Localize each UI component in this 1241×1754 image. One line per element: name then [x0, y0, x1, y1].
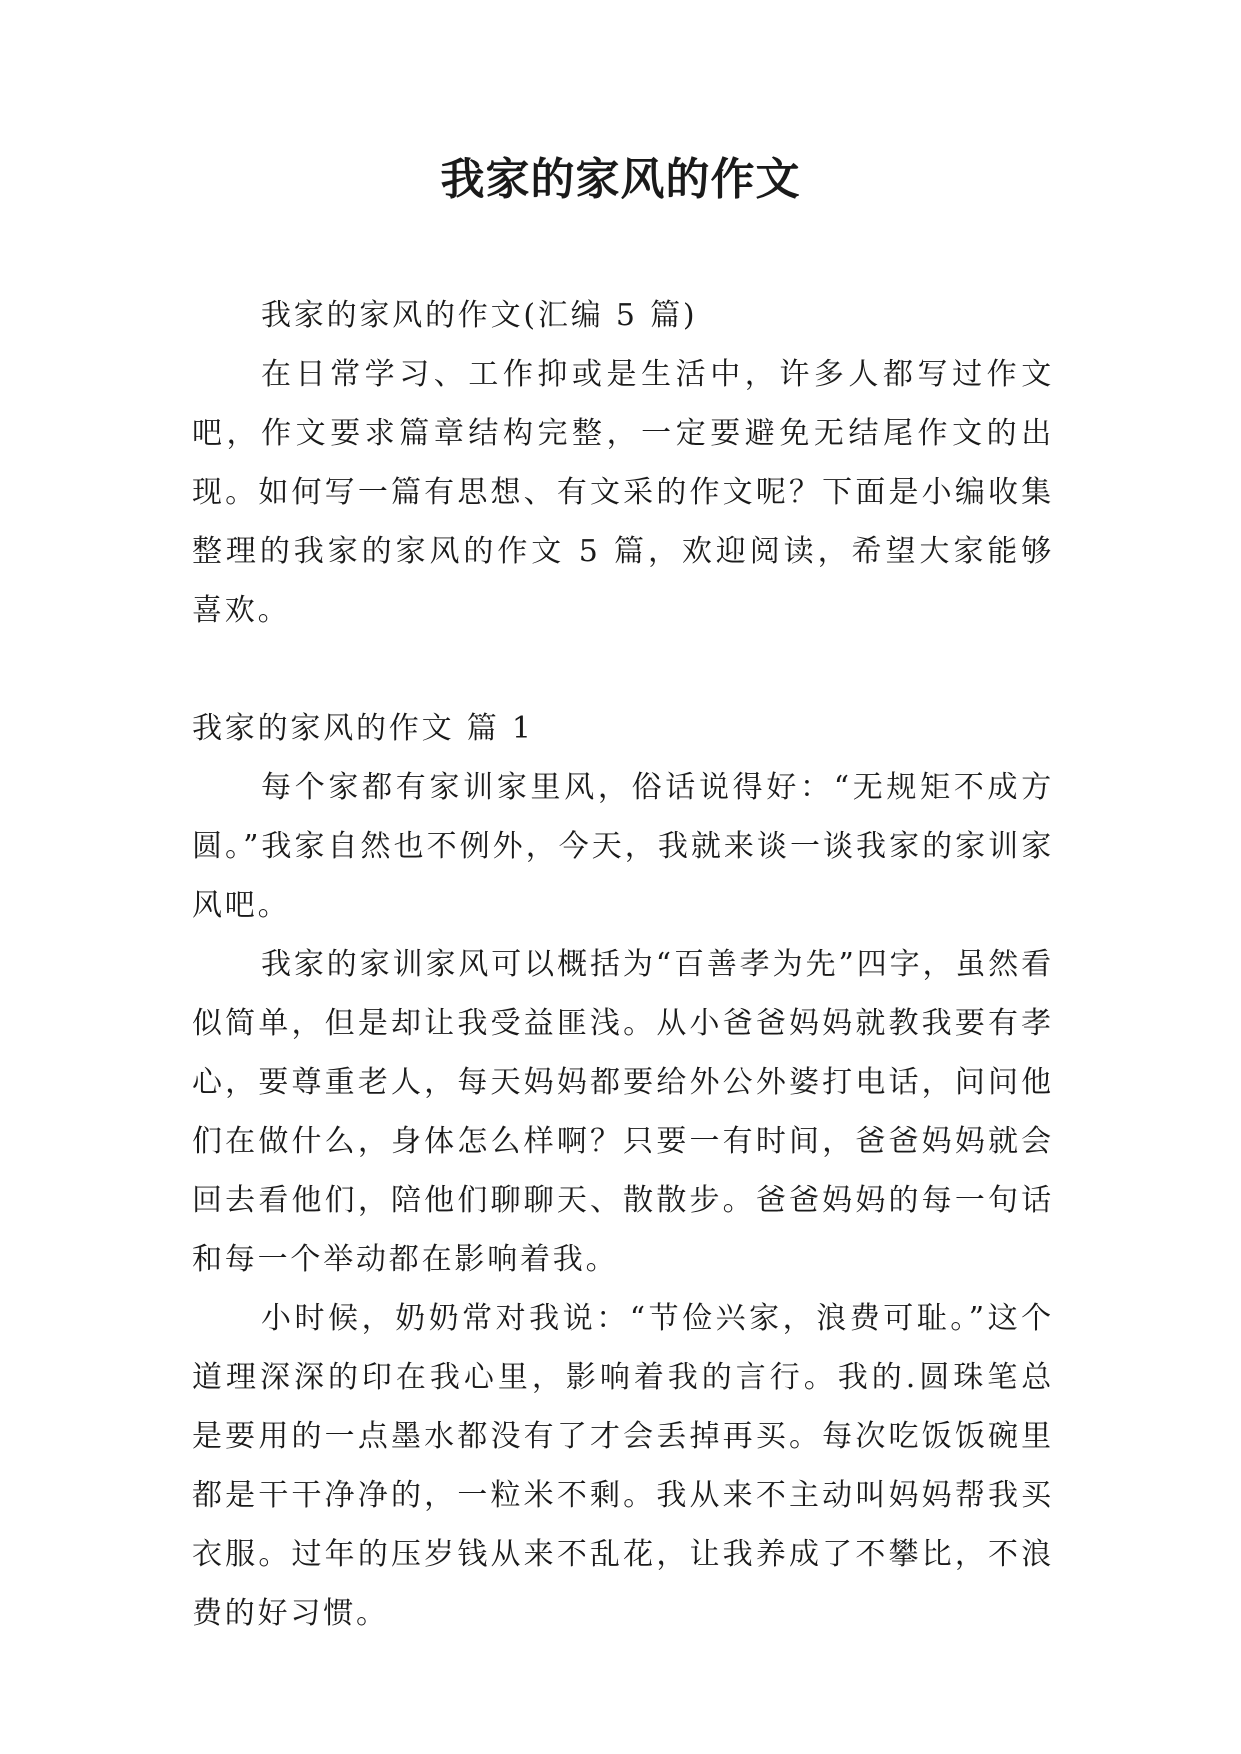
document-body — [192, 286, 1054, 1643]
body-paragraph: 小时候，奶奶常对我说：“节俭兴家，浪费可耻。”这个道理深深的印在我心里，影响着我的言行。我的.圆珠笔总是要用的一点墨水都没有了才会丢掉再买。每次吃饭饭碗里都是干干净净的，一粒米不剩。我从来不主动叫妈妈帮我买衣服。过年的压岁钱从来不乱花，让我养成了不攀比，不浪费的好习惯。 — [192, 1301, 1054, 1631]
intro-paragraph: 在日常学习、工作抑或是生活中，许多人都写过作文吧，作文要求篇章结构完整，一定要避免无结尾作文的出现。如何写一篇有思想、有文采的作文呢？下面是小编收集整理的我家的家风的作文 5 篇，欢迎阅读，希望大家能够喜欢。 — [192, 357, 1054, 628]
document-title: 我家的家风的作文 — [440, 154, 801, 205]
section-heading: 我家的家风的作文 篇 1 — [192, 711, 534, 746]
intro-subtitle: 我家的家风的作文(汇编 5 篇) — [261, 298, 698, 333]
body-paragraph: 每个家都有家训家里风，俗话说得好：“无规矩不成方圆。”我家自然也不例外，今天，我就来谈一谈我家的家训家风吧。 — [192, 770, 1054, 923]
body-paragraph: 我家的家训家风可以概括为“百善孝为先”四字，虽然看似简单，但是却让我受益匪浅。从小爸爸妈妈就教我要有孝心，要尊重老人，每天妈妈都要给外公外婆打电话，问问他们在做什么，身体怎么样啊？只要一有时间，爸爸妈妈就会回去看他们，陪他们聊聊天、散散步。爸爸妈妈的每一句话和每一个举动都在影响着我。 — [192, 947, 1054, 1277]
